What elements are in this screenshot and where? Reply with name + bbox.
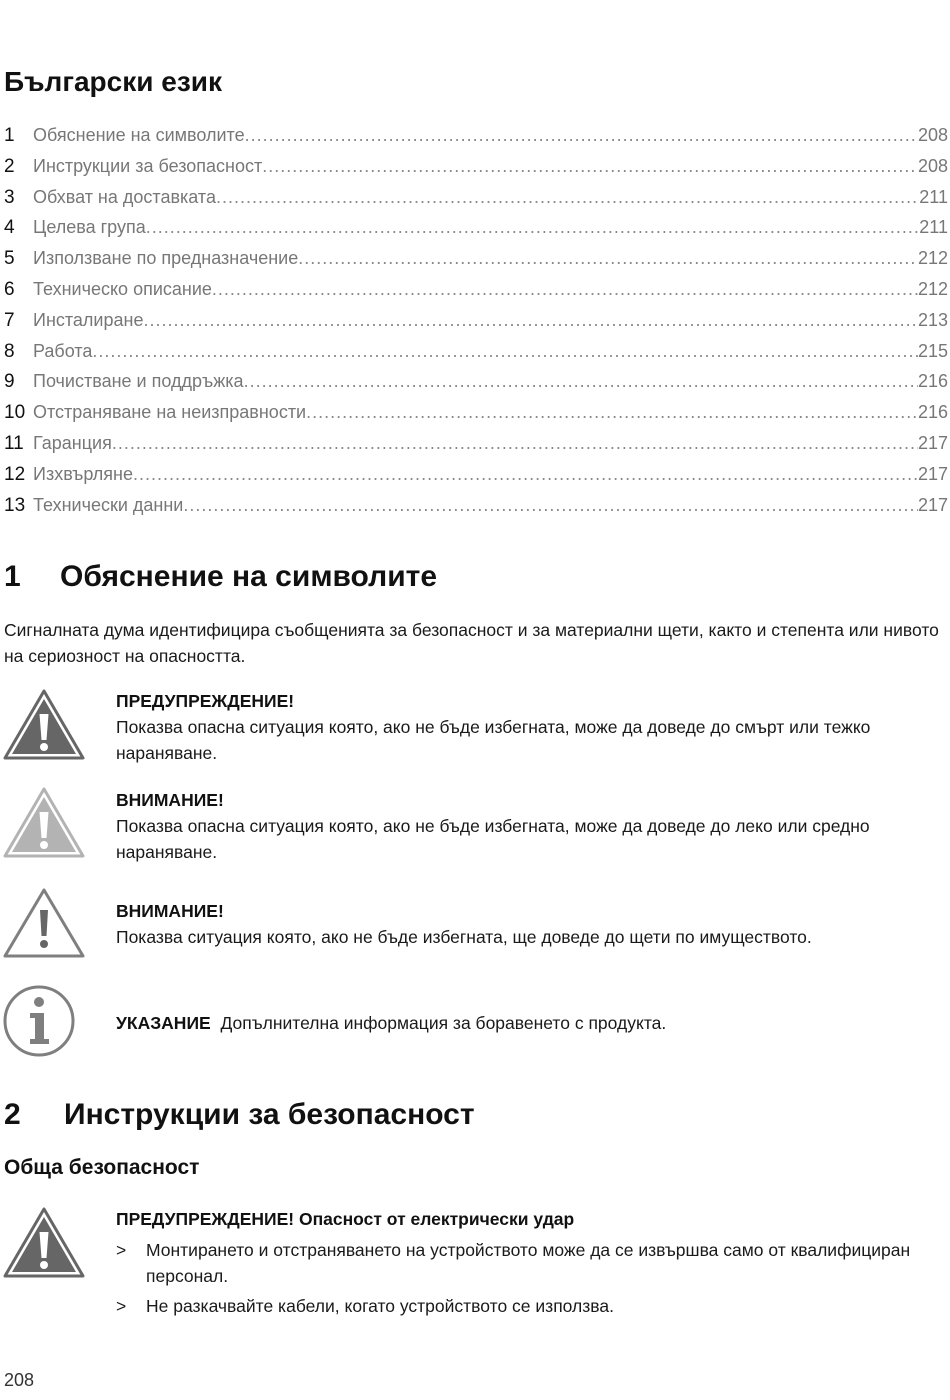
toc-entry[interactable] [4, 151, 948, 182]
toc-number: 5 [4, 248, 15, 270]
section-number: 2 [4, 1098, 21, 1131]
toc-leader [306, 397, 918, 428]
toc-title: Работа [33, 340, 93, 361]
warning-label: ПРЕДУПРЕЖДЕНИЕ! [116, 1209, 295, 1229]
warning-title: Опасност от електрически удар [298, 1209, 575, 1229]
table-of-contents [4, 120, 948, 520]
toc-title: Инсталиране [33, 309, 144, 330]
symbol-label: ПРЕДУПРЕЖДЕНИЕ! [116, 691, 295, 711]
toc-entry[interactable] [4, 274, 948, 305]
toc-title: Целева група [33, 217, 146, 238]
toc-page: 212 [917, 278, 948, 299]
toc-number: 13 [4, 494, 26, 516]
toc-entry[interactable] [4, 212, 948, 243]
list-item [116, 1237, 916, 1289]
toc-entry[interactable] [4, 243, 948, 274]
toc-entry[interactable] [4, 459, 948, 490]
toc-page: 217 [917, 463, 948, 484]
symbol-text: Показва опасна ситуация която, ако не бъде избегната, може да доведе до смърт или тежко нараняване. [116, 717, 871, 763]
section-1-heading [4, 560, 437, 594]
bullet-text: Не разкачвайте кабели, когато устройството се използва. [146, 1296, 614, 1316]
toc-page: 211 [919, 186, 948, 207]
toc-number: 11 [4, 432, 24, 454]
toc-number: 7 [4, 309, 15, 331]
symbol-label: ВНИМАНИЕ! [116, 790, 224, 810]
toc-entry[interactable] [4, 397, 948, 428]
toc-page: 211 [919, 217, 948, 238]
subsection-title: Обща безопасност [4, 1156, 200, 1179]
toc-leader [244, 366, 918, 397]
toc-page: 217 [917, 432, 948, 453]
page-number: 208 [4, 1370, 35, 1390]
symbol-description [116, 1010, 936, 1036]
section-number: 1 [4, 560, 21, 593]
toc-page: 208 [917, 125, 948, 145]
toc-number: 9 [4, 371, 15, 393]
toc-leader [212, 274, 918, 305]
toc-leader [245, 120, 918, 151]
toc-title: Гаранция [33, 432, 112, 453]
caution-light-icon [2, 786, 86, 860]
section-2-heading [4, 1098, 475, 1132]
caution-outline-icon [2, 886, 86, 960]
section-title: Обяснение на символите [60, 560, 438, 593]
toc-leader [112, 428, 918, 459]
toc-title: Обхват на доставката [33, 186, 216, 207]
symbol-text: Показва ситуация която, ако не бъде избегната, ще доведе до щети по имуществото. [116, 927, 812, 947]
toc-number: 10 [4, 402, 26, 424]
toc-leader [183, 490, 918, 521]
toc-entry[interactable] [4, 490, 948, 521]
warning-heading [116, 1206, 936, 1232]
toc-number: 4 [4, 217, 15, 239]
toc-page: 212 [917, 248, 948, 269]
symbol-text: Показва опасна ситуация която, ако не бъде избегната, може да доведе до леко или средно нараняване. [116, 816, 870, 862]
toc-leader [262, 151, 918, 182]
toc-leader [143, 305, 917, 336]
toc-title: Използване по предназначение [33, 248, 299, 269]
toc-entry[interactable] [4, 120, 948, 151]
symbol-label: ВНИМАНИЕ! [116, 901, 224, 921]
toc-leader [216, 182, 919, 213]
toc-page: 213 [917, 309, 948, 330]
symbol-description [116, 688, 936, 766]
bullet-chevron-icon: > [116, 1296, 127, 1316]
toc-number: 3 [4, 186, 15, 208]
toc-leader [92, 336, 918, 367]
toc-title: Инструкции за безопасност [33, 155, 263, 176]
symbol-description [116, 787, 936, 865]
symbol-label: УКАЗАНИЕ [116, 1013, 211, 1033]
symbol-text: Допълнителна информация за боравенето с продукта. [220, 1013, 667, 1033]
section-1-intro: Сигналната дума идентифицира съобщенията за безопасност и за материални щети, както и степента или нивото на сериозност на опасността. [4, 620, 939, 666]
toc-title: Изхвърляне [33, 463, 134, 484]
symbol-description [116, 898, 936, 950]
toc-number: 8 [4, 340, 15, 362]
toc-number: 12 [4, 463, 26, 485]
toc-title: Техническо описание [33, 278, 212, 299]
info-icon [2, 984, 76, 1058]
toc-entry[interactable] [4, 428, 948, 459]
toc-title: Обяснение на символите [33, 125, 245, 145]
toc-title: Отстраняване на неизправности [33, 402, 307, 423]
warning-dark-icon [2, 1206, 86, 1280]
safety-bullet-list [116, 1237, 916, 1323]
toc-leader [133, 459, 918, 490]
toc-page: 216 [917, 402, 948, 423]
toc-number: 1 [4, 125, 15, 146]
toc-page: 215 [917, 340, 948, 361]
warning-dark-icon [2, 688, 86, 762]
toc-number: 2 [4, 155, 15, 177]
toc-leader [298, 243, 918, 274]
toc-title: Почистване и поддръжка [33, 371, 244, 392]
toc-entry[interactable] [4, 336, 948, 367]
toc-title: Технически данни [33, 494, 184, 515]
toc-page: 216 [917, 371, 948, 392]
list-item [116, 1293, 916, 1319]
toc-page: 208 [917, 155, 948, 176]
toc-page: 217 [917, 494, 948, 515]
toc-leader [146, 212, 920, 243]
toc-entry[interactable] [4, 305, 948, 336]
section-title: Инструкции за безопасност [64, 1098, 475, 1131]
bullet-chevron-icon: > [116, 1240, 127, 1260]
toc-number: 6 [4, 278, 15, 300]
language-title: Български език [4, 66, 222, 97]
toc-entry[interactable] [4, 366, 948, 397]
toc-entry[interactable] [4, 182, 948, 213]
bullet-text: Монтирането и отстраняването на устройството може да се извършва само от квалифициран персонал. [146, 1240, 911, 1286]
